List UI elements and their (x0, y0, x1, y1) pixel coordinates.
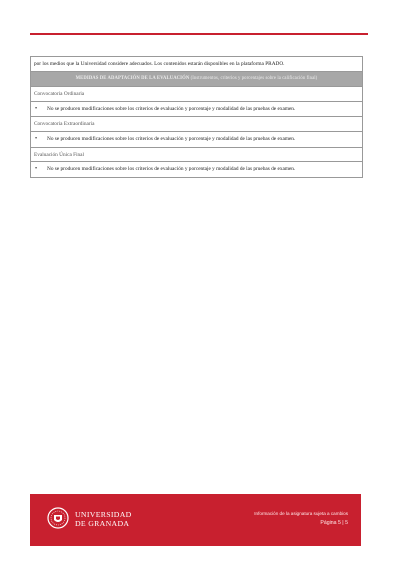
page-number: Página 5 | 5 (320, 519, 348, 526)
section-heading-extraordinaria: Convocatoria Extraordinaria (31, 117, 362, 132)
section-heading-ordinaria: Convocatoria Ordinaria (31, 87, 362, 102)
bullet-text: No se producen modificaciones sobre los criterios de evaluación y porcentaje y modalidad de las pruebas de examen. (47, 135, 296, 142)
university-crest-icon (47, 507, 69, 529)
header-rule (30, 33, 368, 35)
bullet-text: No se producen modificaciones sobre los criterios de evaluación y porcentaje y modalidad de las pruebas de examen. (47, 105, 296, 112)
evaluation-table (30, 56, 363, 178)
section-banner (31, 72, 362, 88)
section-body-extraordinaria (31, 132, 362, 148)
section-heading-unica-final: Evaluación Única Final (31, 148, 362, 163)
banner-title: MEDIDAS DE ADAPTACIÓN DE LA EVALUACIÓN (75, 75, 190, 81)
list-item (34, 136, 359, 143)
section-body-ordinaria (31, 102, 362, 118)
intro-paragraph: por los medios que la Universidad considere adecuados. Los contenidos estarán disponibles en la plataforma PRADO. (31, 57, 362, 72)
banner-subtitle: (Instrumentos, criterios y porcentajes sobre la calificación final) (190, 75, 318, 81)
university-name-line1: UNIVERSIDAD (75, 510, 132, 519)
list-item (34, 106, 359, 113)
footer-info (254, 510, 348, 527)
list-item (34, 166, 359, 173)
section-body-unica-final (31, 162, 362, 178)
university-name (75, 510, 132, 528)
bullet-icon: • (35, 166, 38, 173)
page-footer (30, 494, 361, 546)
bullet-icon: • (35, 105, 38, 112)
university-name-line2: DE GRANADA (75, 519, 130, 528)
bullet-text: No se producen modificaciones sobre los criterios de evaluación y porcentaje y modalidad de las pruebas de examen. (47, 166, 296, 173)
bullet-icon: • (35, 135, 38, 142)
footer-disclaimer: Información de la asignatura sujeta a cambios (254, 511, 348, 516)
